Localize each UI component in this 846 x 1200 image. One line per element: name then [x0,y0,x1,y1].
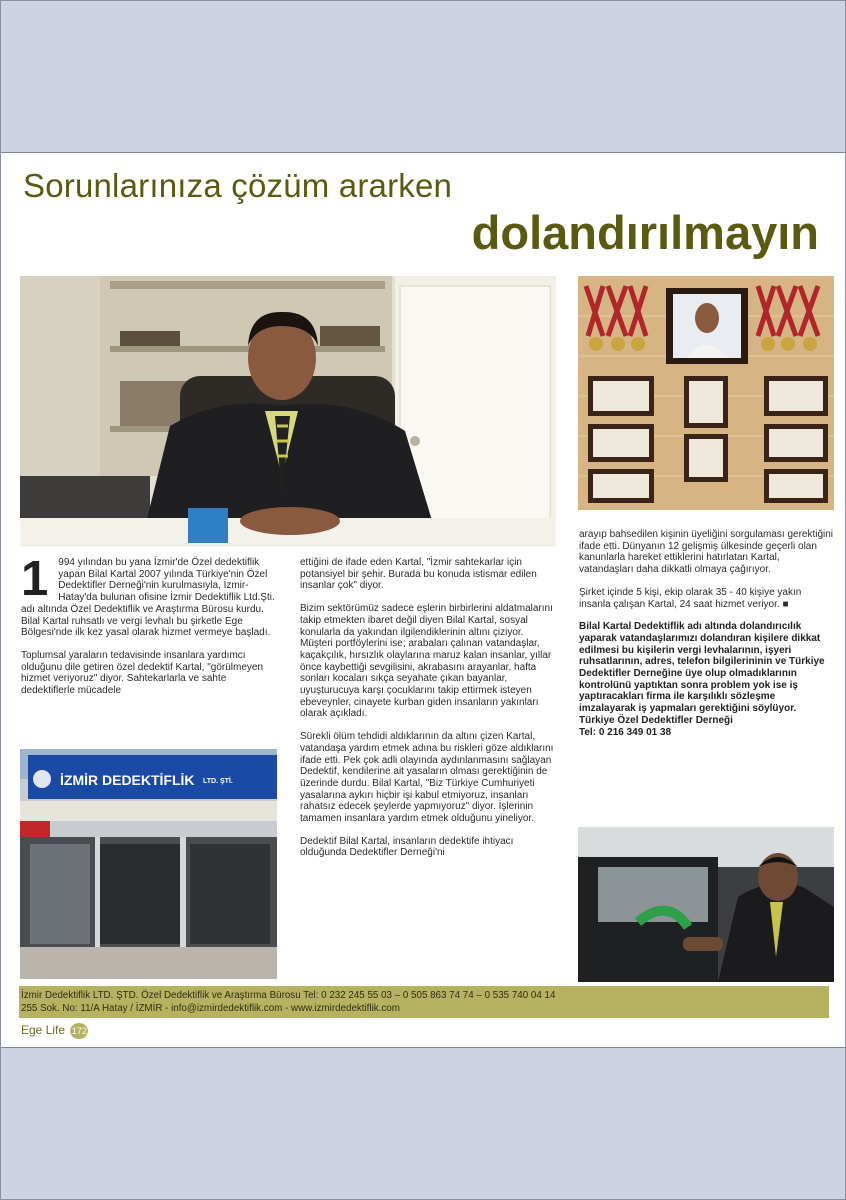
storefront-sign-text: İZMİR DEDEKTİFLİK [60,772,195,788]
col1-paragraph-1: 994 yılından bu yana İzmir'de Özel dedektiflik yapan Bilal Kartal 2007 yılında Türkiye'nin Özel Dedektifler Derneği'nin kurulmasıyla, İzmir-Hatay'da bulunan ofisine İzmir Dedektiflik Ltd.Şti. adı altında Özel Dedektiflik ve Araştırma Bürosu kurdu. Bilal Kartal ruhsatlı ve vergi levhalı bu şirketle Ege Bölgesi'nde ilk kez yasal olarak hizmet vermeye başladı. [21,557,275,639]
storefront-photo [20,749,277,979]
page-number: 172 [70,1023,88,1039]
page-folio [21,1023,88,1039]
col1-paragraph-2: Toplumsal yaraların tedavisinde insanlara yardımcı olduğunu dile getiren özel dedektif Kartal, "görülmeyen hizmet veriyoruz" diyor. Sahtekarlarla ve sahte dedektiflerle mücadele [21,649,264,697]
magazine-name: Ege Life [21,1023,66,1038]
drop-cap: 1 [21,552,49,606]
magazine-page [1,152,845,1048]
detective-car-photo [578,827,834,982]
office-portrait-photo [20,276,556,547]
col2-paragraph-2: Bizim sektörümüz sadece eşlerin birbirlerini aldatmalarını takip etmekten ibaret değil diyen Bilal Kartal, sosyal konularla da yakından ilgilendiklerinin altını çiziyor. Müşteri portföylerini ise; arabaları çalınan vatandaşlar, kaçakçılık, hırsızlık olaylarına maruz kalan insanlar, yıllar önce kaybettiği sevgilisini, akrabasını arayanlar, hafta sonları kocaları sıkça seyahate çıkan bayanlar, uyuşturucuya karşı çocuklarını takip ettirmek isteyen ebeveynler, cinayete kurban giden insanların yakınları olarak açıkladı. [300,603,553,720]
col3-paragraph-1: arayıp bahsedilen kişinin üyeliğini sorgulaması gerektiğini ifade etti. Dünyanın 12 gelişmiş ülkesinde geçerli olan kanunlarla hareket ettiklerini hatırlatan Kartal, vatandaşları daha dikkatli olmaya çağırıyor. [579,529,834,576]
col2-paragraph-1: ettiğini de ifade eden Kartal, "İzmir sahtekarlar için potansiyel bir şehir. Burada bu konuda istismar edilen insanlar çok" diyor. [300,557,537,592]
col2-paragraph-3: Sürekli ölüm tehdidi aldıklarının da altını çizen Kartal, vatandaşa yardım etmek adına bu riskleri göze aldıklarını ifade etti. Pek çok adli olayında aydınlanmasını sağlayan Dedektif, kendilerine ait yasaların olması gerektiğinin de üzerinde durdu. Bilal Kartal, "Biz Türkiye Cumhuriyeti yasalarına aykırı hiçbir işi kabul etmiyoruz, insanları rahatsız edecek şeylerde yapmıyoruz" diyor. İşlerinin tamamen insanlara yardım etmek olduğunu yineliyor. [300,731,554,825]
col3-paragraph-2: Şirket içinde 5 kişi, ekip olarak 35 - 40 kişiye yakın insanla çalışan Kartal, 24 saat hizmet veriyor. ■ [579,586,802,610]
col2-paragraph-4: Dedektif Bilal Kartal, insanların dedektife ihtiyacı olduğunda Dedektifler Derneği'ni [300,835,514,859]
notice-text: Bilal Kartal Dedektiflik adı altında dolandırıcılık yaparak vatandaşlarımızı dolandıran kişilere dikkat edilmesi bu kişilerin vergi levhalarının, işyeri ruhsatlarının, adres, telefon bilgilerininin ve Türkiye Dedektifler Derneğine üye olup olmadıklarının kontrolünü yaptıktan sonra problem yok ise iş yaptıracakları firma ile karşılıklı sözleşme imzalayarak iş yapmaları gerektiğini söylüyor. [579,621,825,715]
notice-box [579,621,834,738]
certificates-wall-photo [578,276,834,510]
article-column-1 [21,552,277,708]
headline-line-1: Sorunlarınıza çözüm ararken [23,167,453,204]
footer-line-1: İzmir Dedektiflik LTD. ŞTD. Özel Dedektiflik ve Araştırma Bürosu Tel: 0 232 245 55 03 – 0 505 863 74 74 – 0 535 740 04 14 [21,990,556,1001]
article-column-2 [300,557,556,870]
storefront-sign-suffix: LTD. ŞTİ. [203,778,233,785]
notice-organization: Türkiye Özel Dedektifler Derneği [579,714,733,726]
end-mark-icon: ■ [782,598,789,610]
article-column-3 [579,529,834,749]
headline-line-2: dolandırılmayın [471,206,819,259]
notice-phone: Tel: 0 216 349 01 38 [579,726,672,738]
footer-line-2: 255 Sok. No: 11/A Hatay / İZMİR - info@izmirdedektiflik.com - www.izmirdedektiflik.com [21,1003,400,1014]
footer-contact [21,989,827,1015]
